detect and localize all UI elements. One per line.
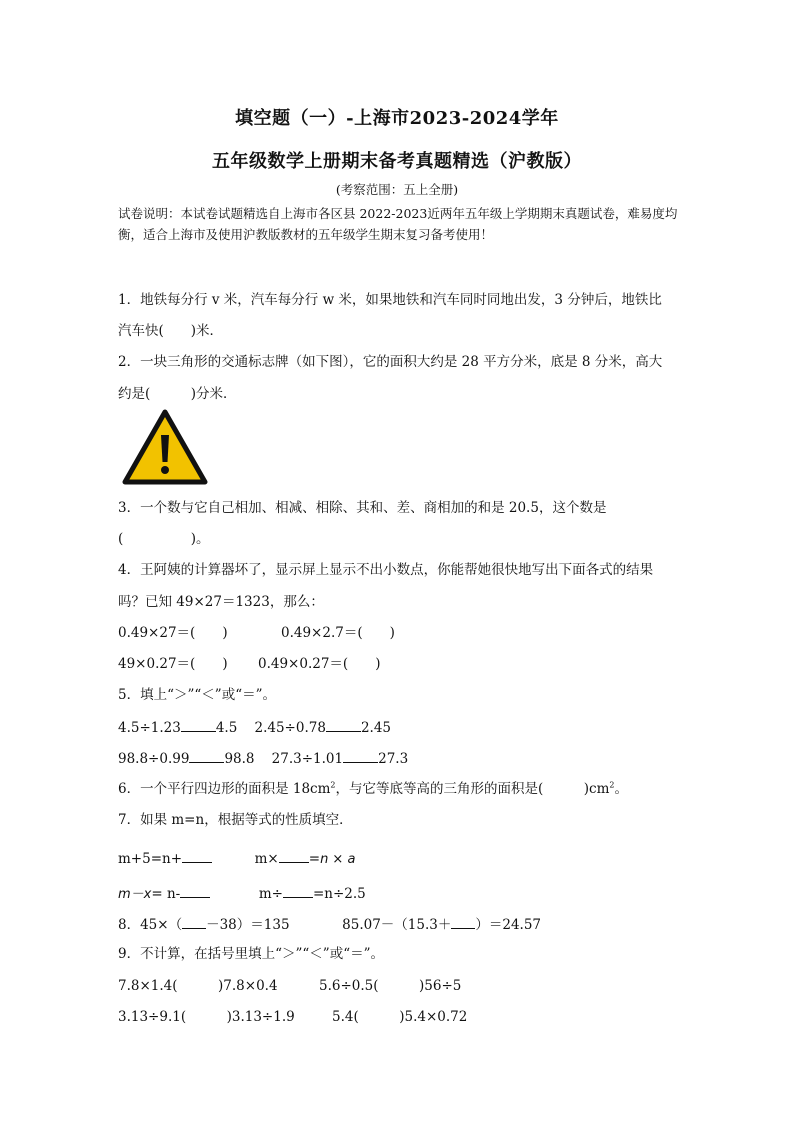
- q5-c-right: 98.8: [224, 751, 255, 767]
- answer-blank[interactable]: [182, 914, 206, 929]
- scope-note: (考察范围：五上全册): [335, 182, 459, 197]
- q3-line-2: ( )。: [118, 531, 210, 547]
- q6-text-2: ，与它等底等高的三角形的面积是( )cm: [335, 781, 610, 797]
- q7-c-text: = n-: [151, 886, 181, 902]
- answer-blank[interactable]: [343, 748, 378, 763]
- q6-line: [118, 780, 628, 798]
- q5-row-2: [118, 748, 408, 768]
- q4-item-b: 0.49×2.7＝( ): [281, 625, 395, 641]
- q9-item-d: 5.4( )5.4×0.72: [332, 1009, 468, 1025]
- q6-text-3: 。: [614, 781, 629, 797]
- q4-item-a: 0.49×27＝( ): [118, 625, 228, 641]
- title-line-2: 五年级数学上册期末备考真题精选（沪教版）: [212, 151, 582, 172]
- answer-blank[interactable]: [189, 748, 224, 763]
- q7-title: 7．如果 m=n，根据等式的性质填空．: [118, 812, 353, 828]
- q3-line-1: 3．一个数与它自己相加、相减、相除、其和、差、商相加的和是 20.5，这个数是: [118, 500, 607, 516]
- q1-line-2: 汽车快( )米．: [118, 323, 224, 339]
- q7-b-text: m×: [254, 851, 279, 867]
- q7-row-1: [118, 848, 355, 869]
- q8-b-text-2: ）＝24.57: [475, 917, 542, 933]
- answer-blank[interactable]: [181, 717, 216, 732]
- q9-title: 9．不计算，在括号里填上“＞”“＜”或“＝”。: [118, 946, 384, 962]
- q5-a-left: 4.5÷1.23: [118, 720, 181, 736]
- q5-a-right: 4.5: [215, 720, 238, 736]
- q9-item-b: 5.6÷0.5( )56÷5: [319, 978, 462, 994]
- q4-line-1: 4．王阿姨的计算器坏了，显示屏上显示不出小数点，你能帮她很快地写出下面各式的结果: [118, 562, 654, 578]
- warning-triangle-icon: [122, 409, 208, 485]
- answer-blank[interactable]: [283, 883, 313, 898]
- q8-b-text: 85.07－（15.3＋: [342, 917, 452, 933]
- q8-a-text-2: －38）＝135: [206, 917, 290, 933]
- q7-b-expression: n × a: [320, 852, 356, 867]
- q7-c-expression: m－x: [118, 887, 152, 902]
- q7-row-2: [118, 883, 366, 904]
- q5-title: 5．填上“＞”“＜”或“＝”。: [118, 687, 276, 703]
- q5-b-left: 2.45÷0.78: [254, 720, 326, 736]
- exam-description: 试卷说明：本试卷试题精选自上海市各区县 2022-2023近两年五年级上学期期末真题试卷，难易度均衡，适合上海市及使用沪教版教材的五年级学生期末复习备考使用！: [118, 206, 678, 242]
- q2-line-1: 2．一块三角形的交通标志牌（如下图），它的面积大约是 28 平方分米，底是 8 分米，高大: [118, 354, 663, 370]
- q5-b-right: 2.45: [360, 720, 391, 736]
- q7-d-text: m÷: [258, 886, 283, 902]
- q5-d-left: 27.3÷1.01: [271, 751, 344, 767]
- q8-line: [118, 914, 541, 934]
- q7-d-text-2: =n÷2.5: [312, 886, 366, 902]
- q6-superscript: 2: [330, 780, 336, 790]
- answer-blank[interactable]: [279, 848, 309, 863]
- q4-item-d: 0.49×0.27＝( ): [258, 656, 381, 672]
- title-line-1: 填空题（一）-上海市2023-2024学年: [235, 108, 559, 129]
- q4-line-2: 吗？已知 49×27＝1323，那么：: [118, 594, 324, 610]
- q5-d-right: 27.3: [378, 751, 409, 767]
- answer-blank[interactable]: [180, 883, 210, 898]
- answer-blank[interactable]: [326, 717, 361, 732]
- q4-item-c: 49×0.27＝( ): [118, 656, 228, 672]
- q7-a-text: m+5=n+: [118, 851, 183, 867]
- q2-line-2: 约是( )分米．: [118, 386, 237, 402]
- q5-c-left: 98.8÷0.99: [118, 751, 190, 767]
- answer-blank[interactable]: [451, 914, 475, 929]
- q7-b-equals: =: [308, 851, 321, 867]
- q9-item-c: 3.13÷9.1( )3.13÷1.9: [118, 1009, 295, 1025]
- q9-item-a: 7.8×1.4( )7.8×0.4: [118, 978, 278, 994]
- q5-row-1: [118, 717, 391, 737]
- q8-a-text: 8．45×（: [118, 917, 183, 933]
- q6-text-1: 6．一个平行四边形的面积是 18cm: [118, 781, 331, 797]
- q6-superscript-2: 2: [609, 780, 615, 790]
- q1-line-1: 1．地铁每分行 v 米，汽车每分行 w 米，如果地铁和汽车同时同地出发，3 分钟后，地铁比: [118, 292, 662, 308]
- answer-blank[interactable]: [182, 848, 212, 863]
